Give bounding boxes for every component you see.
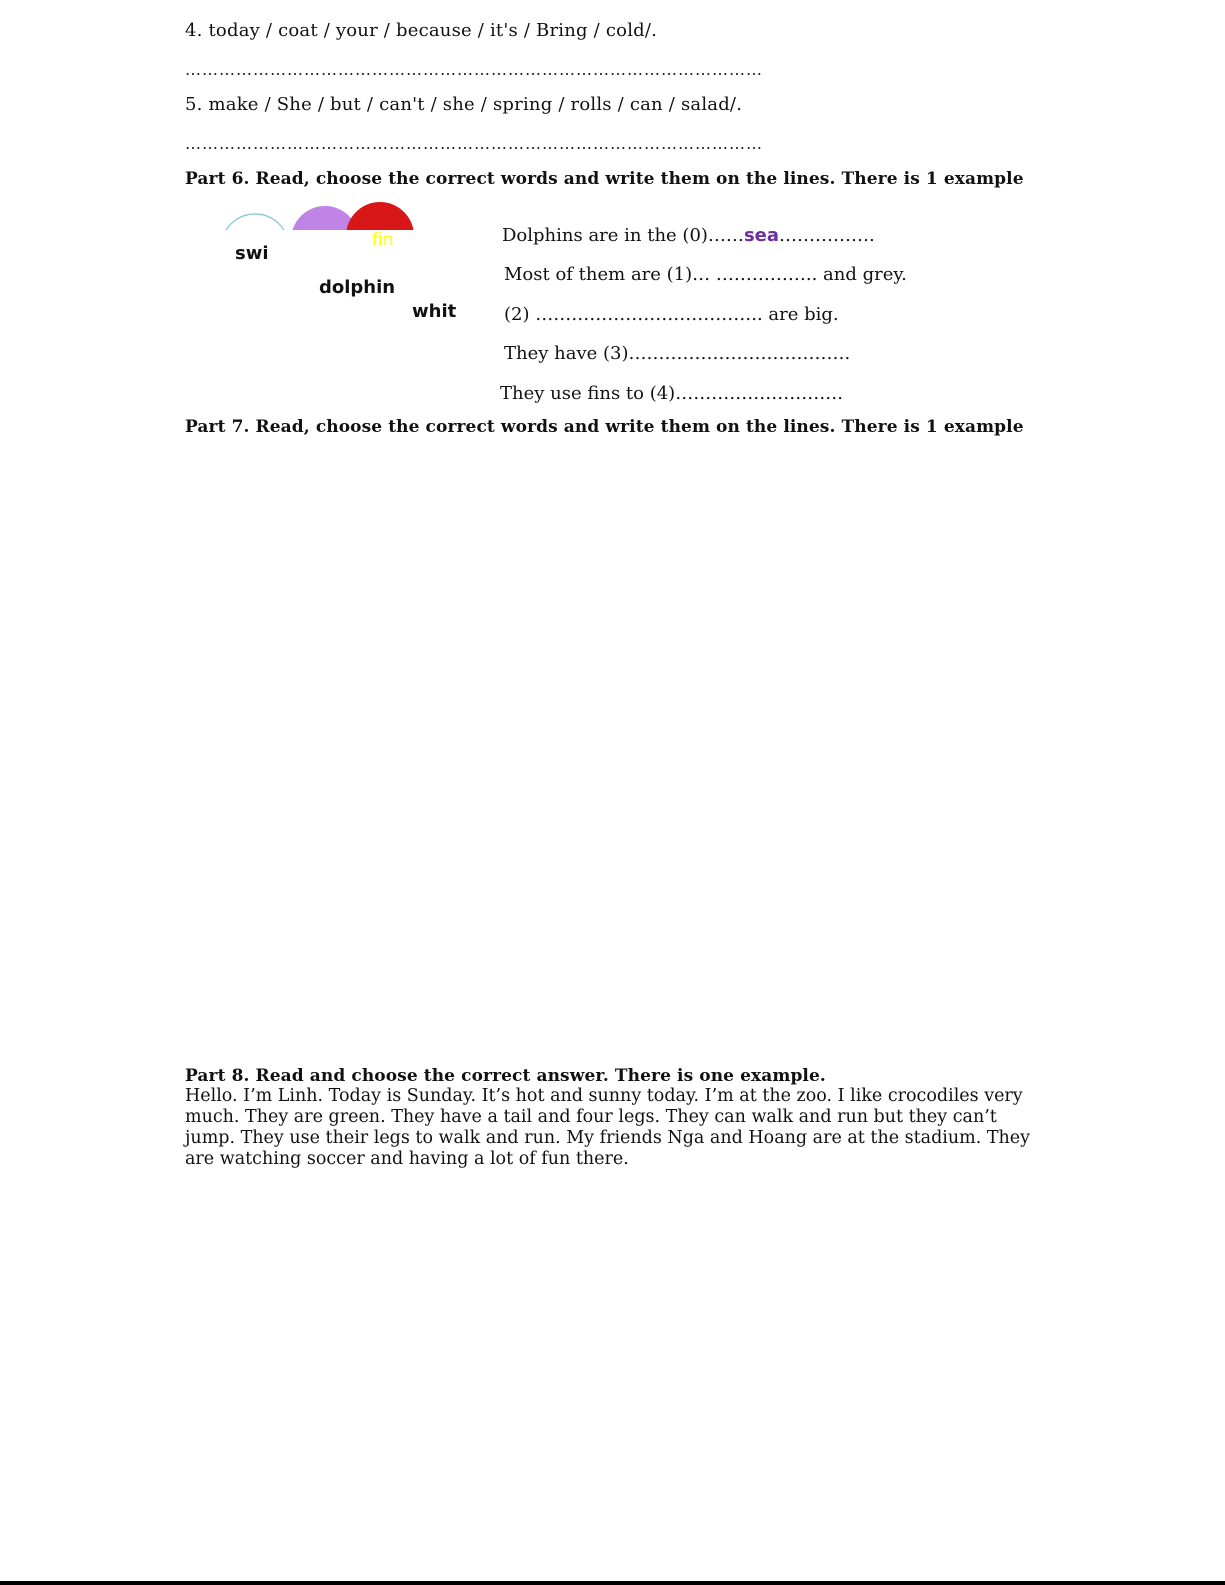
part7-heading: Part 7. Read, choose the correct words and write them on the lines. There is 1 example — [185, 417, 1024, 437]
sentence-1[interactable]: Most of them are (1)… …………….. and grey. — [504, 264, 907, 285]
word-bubble-image — [215, 200, 455, 320]
part8-heading: Part 8. Read and choose the correct answer. There is one example. — [185, 1066, 826, 1086]
word-whit: whit — [412, 301, 457, 322]
sentence-3[interactable]: They have (3)………………………………. — [504, 343, 851, 364]
sentence-0 — [502, 225, 875, 246]
exercise-5: 5. make / She / but / can't / she / spring / rolls / can / salad/. — [185, 94, 743, 115]
exercise-4: 4. today / coat / your / because / it's / Bring / cold/. — [185, 20, 658, 41]
sentence-2[interactable]: (2) ……………………………….. are big. — [504, 304, 839, 325]
circle-light-blue — [221, 214, 289, 235]
answer-line-4[interactable]: ………………………………………………………………………………………… — [185, 60, 763, 79]
sentence-0-before: Dolphins are in the (0)…… — [502, 225, 744, 246]
sentence-4[interactable]: They use fins to (4)………………………. — [500, 383, 843, 404]
part8-reading-passage: Hello. I’m Linh. Today is Sunday. It’s hot and sunny today. I’m at the zoo. I like crocodiles very much. They are green. They have a tail and four legs. They can walk and run but they can’t jump. They use their legs to walk and run. My friends Nga and Hoang are at the stadium. They are watching soccer and having a lot of fun there. — [185, 1086, 1031, 1169]
word-swi: swi — [235, 243, 269, 264]
word-fin: fin — [372, 230, 394, 250]
example-answer: sea — [743, 225, 780, 246]
circles-graphic — [215, 200, 455, 235]
part6-heading: Part 6. Read, choose the correct words and write them on the lines. There is 1 example — [185, 169, 1024, 189]
circle-purple — [291, 206, 359, 235]
sentence-0-after: ……………. — [779, 225, 875, 246]
word-dolphin: dolphin — [319, 277, 396, 298]
answer-line-5[interactable]: ………………………………………………………………………………………… — [185, 134, 763, 153]
page-bottom-border — [0, 1581, 1225, 1585]
